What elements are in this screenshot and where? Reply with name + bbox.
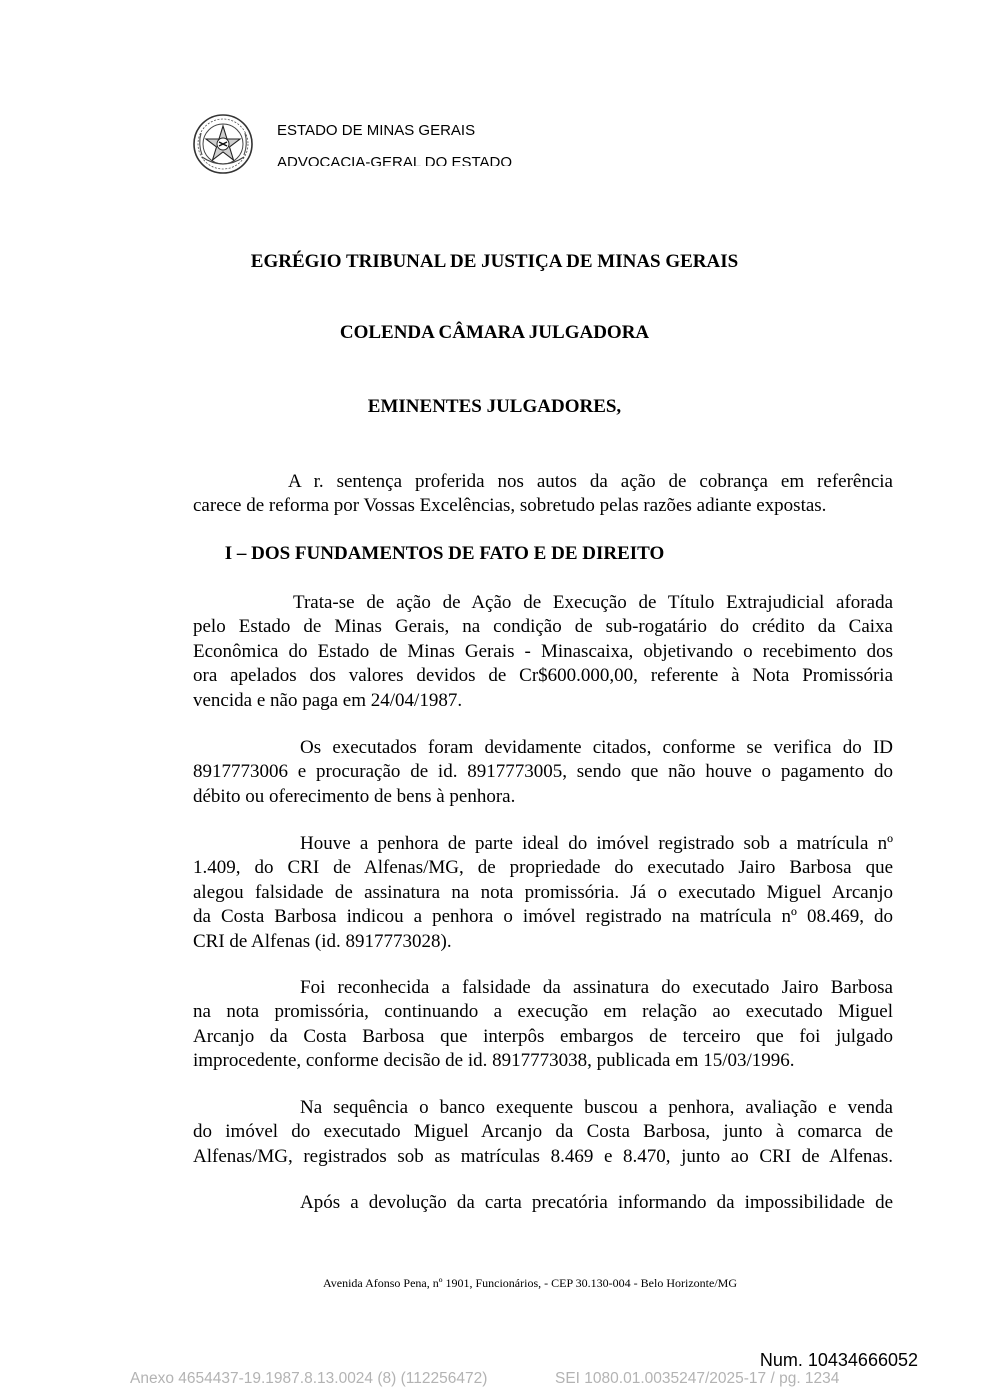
judges-salutation: EMINENTES JULGADORES, — [367, 396, 622, 417]
paragraph-line: débito ou oferecimento de bens à penhora. — [193, 785, 516, 807]
paragraph-4 — [193, 976, 893, 1074]
paragraph-line: alegou falsidade de assinatura na nota promissória. Já o executado Miguel Arcanjo — [193, 881, 893, 903]
paragraph-line: CRI de Alfenas (id. 8917773028). — [193, 930, 452, 952]
paragraph-1 — [193, 591, 893, 713]
paragraph-line: Na sequência o banco exequente buscou a penhora, avaliação e venda — [300, 1097, 893, 1118]
paragraph-line: pelo Estado de Minas Gerais, na condição de sub-rogatário do crédito da Caixa — [193, 616, 893, 638]
state-coat-of-arms-seal — [192, 113, 254, 175]
intro-line: carece de reforma por Vossas Excelências, sobretudo pelas razões adiante expostas. — [193, 495, 827, 517]
chamber-title: COLENDA CÂMARA JULGADORA — [339, 322, 650, 343]
paragraph-line: da Costa Barbosa indicou a penhora o imóvel registrado na matrícula nº 08.469, do — [193, 906, 893, 928]
annex-reference: Anexo 4654437-19.1987.8.13.0024 (8) (112256472) — [130, 1370, 488, 1387]
court-title: EGRÉGIO TRIBUNAL DE JUSTIÇA DE MINAS GERAIS — [250, 251, 739, 272]
header-agency-name: ADVOCACIA-GERAL DO ESTADO — [277, 154, 513, 166]
paragraph-6 — [193, 1191, 893, 1215]
header-agency-clipped — [277, 154, 512, 166]
paragraph-5 — [193, 1096, 893, 1169]
paragraph-line: Alfenas/MG, registrados sob as matrículas 8.469 e 8.470, junto ao CRI de Alfenas. — [193, 1145, 893, 1167]
document-number: Num. 10434666052 — [759, 1350, 918, 1370]
paragraph-line: 1.409, do CRI de Alfenas/MG, de propriedade do executado Jairo Barbosa que — [193, 857, 893, 879]
paragraph-line: Houve a penhora de parte ideal do imóvel registrado sob a matrícula nº — [300, 833, 893, 854]
header-state-name: ESTADO DE MINAS GERAIS — [277, 122, 476, 139]
footer-address: Avenida Afonso Pena, nº 1901, Funcionários, - CEP 30.130-004 - Belo Horizonte/MG — [322, 1276, 737, 1290]
intro-line: A r. sentença proferida nos autos da ação de cobrança em referência — [288, 471, 893, 492]
paragraph-line: ora apelados dos valores devidos de Cr$600.000,00, referente à Nota Promissória — [193, 665, 893, 687]
paragraph-line: Trata-se de ação de Ação de Execução de Título Extrajudicial aforada — [293, 592, 893, 613]
paragraph-2 — [193, 736, 893, 809]
paragraph-line: 8917773006 e procuração de id. 8917773005, sendo que não houve o pagamento do — [193, 761, 893, 783]
paragraph-line: Foi reconhecida a falsidade da assinatura do executado Jairo Barbosa — [300, 977, 893, 998]
paragraph-line: Arcanjo da Costa Barbosa que interpôs embargos de terceiro que foi julgado — [193, 1025, 893, 1047]
intro-paragraph — [193, 470, 893, 519]
section-heading: I – DOS FUNDAMENTOS DE FATO E DE DIREITO — [224, 543, 665, 564]
paragraph-line: na nota promissória, continuando a execução em relação ao executado Miguel — [193, 1001, 893, 1023]
paragraph-line: do imóvel do executado Miguel Arcanjo da Costa Barbosa, junto à comarca de — [193, 1121, 893, 1143]
paragraph-line: Econômica do Estado de Minas Gerais - Minascaixa, objetivando o recebimento dos — [193, 640, 893, 662]
paragraph-line: vencida e não paga em 24/04/1987. — [193, 689, 463, 711]
paragraph-line: Os executados foram devidamente citados, conforme se verifica do ID — [300, 737, 893, 758]
paragraph-line: Após a devolução da carta precatória informando da impossibilidade de — [300, 1192, 893, 1213]
paragraph-line: improcedente, conforme decisão de id. 8917773038, publicada em 15/03/1996. — [193, 1050, 795, 1072]
paragraph-3 — [193, 832, 893, 954]
sei-reference: SEI 1080.01.0035247/2025-17 / pg. 1234 — [555, 1370, 840, 1387]
